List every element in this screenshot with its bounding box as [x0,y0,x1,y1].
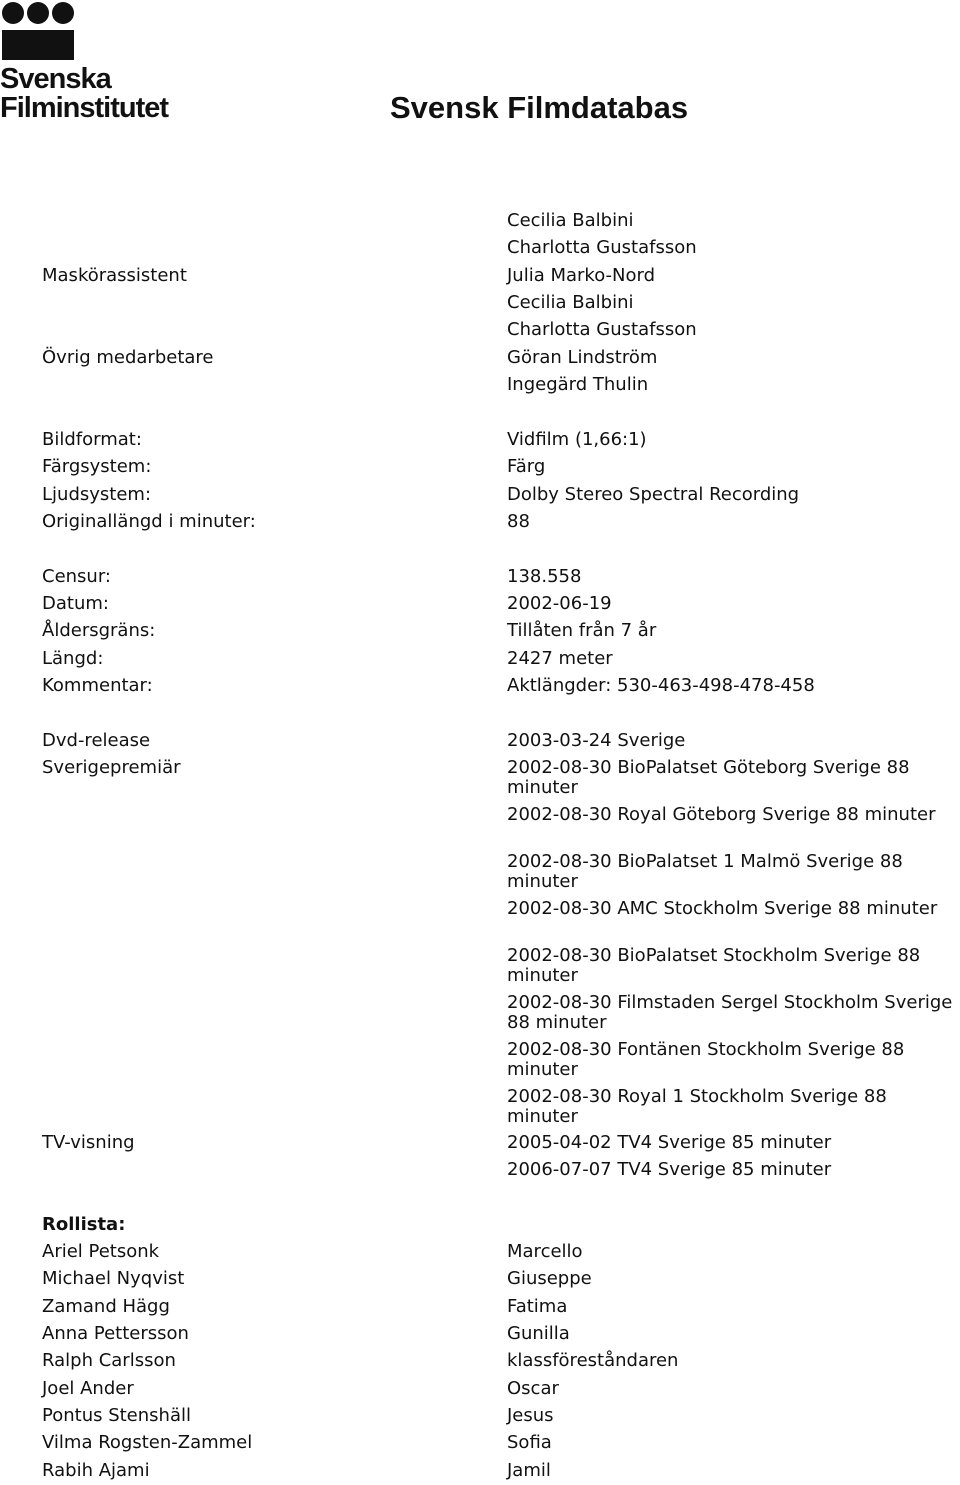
cast-role: Giuseppe [507,1268,592,1289]
cast-heading: Rollista: [42,1214,126,1235]
dvd-value: 2003-03-24 Sverige [507,730,686,751]
cast-heading-row [0,1211,960,1238]
crew-name: Charlotta Gustafsson [507,319,697,340]
makeup-label: Maskörassistent [42,265,187,286]
censor-row [0,563,960,590]
cast-role: klassföreståndaren [507,1350,679,1371]
tv-item: 2005-04-02 TV4 Sverige 85 minuter [507,1132,832,1153]
page-title: Svensk Filmdatabas [390,90,689,125]
premiere-item: 2002-08-30 BioPalatset 1 Malmö Sverige 88 minuter [507,851,903,892]
crew-row [0,234,960,261]
cast-actor: Joel Ander [42,1378,134,1399]
spec-row [0,426,960,453]
cast-actor: Zamand Hägg [42,1296,170,1317]
spec-row [0,453,960,480]
censor-label: Åldersgräns: [42,620,156,641]
cast-row [0,1429,960,1456]
spec-value: Färg [507,456,546,477]
crew-row [0,262,960,289]
cast-actor: Ariel Petsonk [42,1241,160,1262]
cast-actor: Pontus Stenshäll [42,1405,191,1426]
logo-block-icon [2,30,74,60]
other-crew-label: Övrig medarbetare [42,347,214,368]
premiere-label: Sverigepremiär [42,757,181,778]
spec-value: 88 [507,511,530,532]
spec-label: Ljudsystem: [42,484,152,505]
spec-row [0,508,960,535]
cast-role: Jamil [507,1460,551,1481]
cast-actor: Ralph Carlsson [42,1350,176,1371]
spec-label: Färgsystem: [42,456,152,477]
censor-row [0,645,960,672]
censor-value: 2002-06-19 [507,593,612,614]
spec-value: Vidfilm (1,66:1) [507,429,647,450]
crew-row [0,371,960,398]
premiere-item: 2002-08-30 Royal 1 Stockholm Sverige 88 minuter [507,1086,887,1127]
censor-row [0,672,960,699]
cast-row [0,1402,960,1429]
crew-name: Cecilia Balbini [507,210,634,231]
cast-role: Gunilla [507,1323,570,1344]
tv-label: TV-visning [42,1132,135,1153]
censor-label: Datum: [42,593,109,614]
logo-line-1: Svenska [0,63,111,95]
censor-value: 138.558 [507,566,582,587]
cast-row [0,1347,960,1374]
spec-row [0,481,960,508]
premiere-item: 2002-08-30 BioPalatset Stockholm Sverige 88 minuter [507,945,921,986]
cast-role: Jesus [507,1405,554,1426]
spec-value: Dolby Stereo Spectral Recording [507,484,800,505]
premiere-item: 2002-08-30 BioPalatset Göteborg Sverige 88 minuter [507,757,910,798]
crew-name: Charlotta Gustafsson [507,237,697,258]
cast-row [0,1375,960,1402]
cast-role: Sofia [507,1432,552,1453]
censor-value: Tillåten från 7 år [507,620,657,641]
censor-label: Censur: [42,566,111,587]
cast-actor: Rabih Ajami [42,1460,150,1481]
crew-row [0,344,960,371]
censor-label: Längd: [42,648,104,669]
censor-value: Aktlängder: 530-463-498-478-458 [507,675,815,696]
spec-label: Originallängd i minuter: [42,511,256,532]
cast-role: Fatima [507,1296,568,1317]
cast-actor: Vilma Rogsten-Zammel [42,1432,253,1453]
crew-name: Göran Lindström [507,347,658,368]
dvd-label: Dvd-release [42,730,151,751]
logo [0,0,210,130]
cast-row [0,1457,960,1484]
tv-row [0,1129,960,1156]
censor-row [0,617,960,644]
premiere-item: 2002-08-30 AMC Stockholm Sverige 88 minuter [507,898,938,919]
logo-dots-icon [2,2,77,28]
premiere-item: 2002-08-30 Royal Göteborg Sverige 88 minuter [507,804,936,825]
cast-actor: Anna Pettersson [42,1323,189,1344]
premiere-item: 2002-08-30 Filmstaden Sergel Stockholm Sverige 88 minuter [507,992,953,1033]
censor-row [0,590,960,617]
logo-line-2: Filminstitutet [0,92,169,124]
crew-row [0,207,960,234]
cast-row [0,1238,960,1265]
crew-row [0,289,960,316]
tv-row [0,1156,960,1183]
cast-actor: Michael Nyqvist [42,1268,185,1289]
premiere-item: 2002-08-30 Fontänen Stockholm Sverige 88 minuter [507,1039,905,1080]
spec-label: Bildformat: [42,429,142,450]
crew-name: Julia Marko-Nord [507,265,656,286]
cast-row [0,1320,960,1347]
cast-row [0,1265,960,1292]
crew-row [0,316,960,343]
crew-name: Cecilia Balbini [507,292,634,313]
censor-label: Kommentar: [42,675,153,696]
cast-role: Marcello [507,1241,583,1262]
cast-role: Oscar [507,1378,559,1399]
tv-item: 2006-07-07 TV4 Sverige 85 minuter [507,1159,832,1180]
censor-value: 2427 meter [507,648,613,669]
crew-name: Ingegärd Thulin [507,374,649,395]
dvd-row [0,727,960,754]
cast-row [0,1293,960,1320]
